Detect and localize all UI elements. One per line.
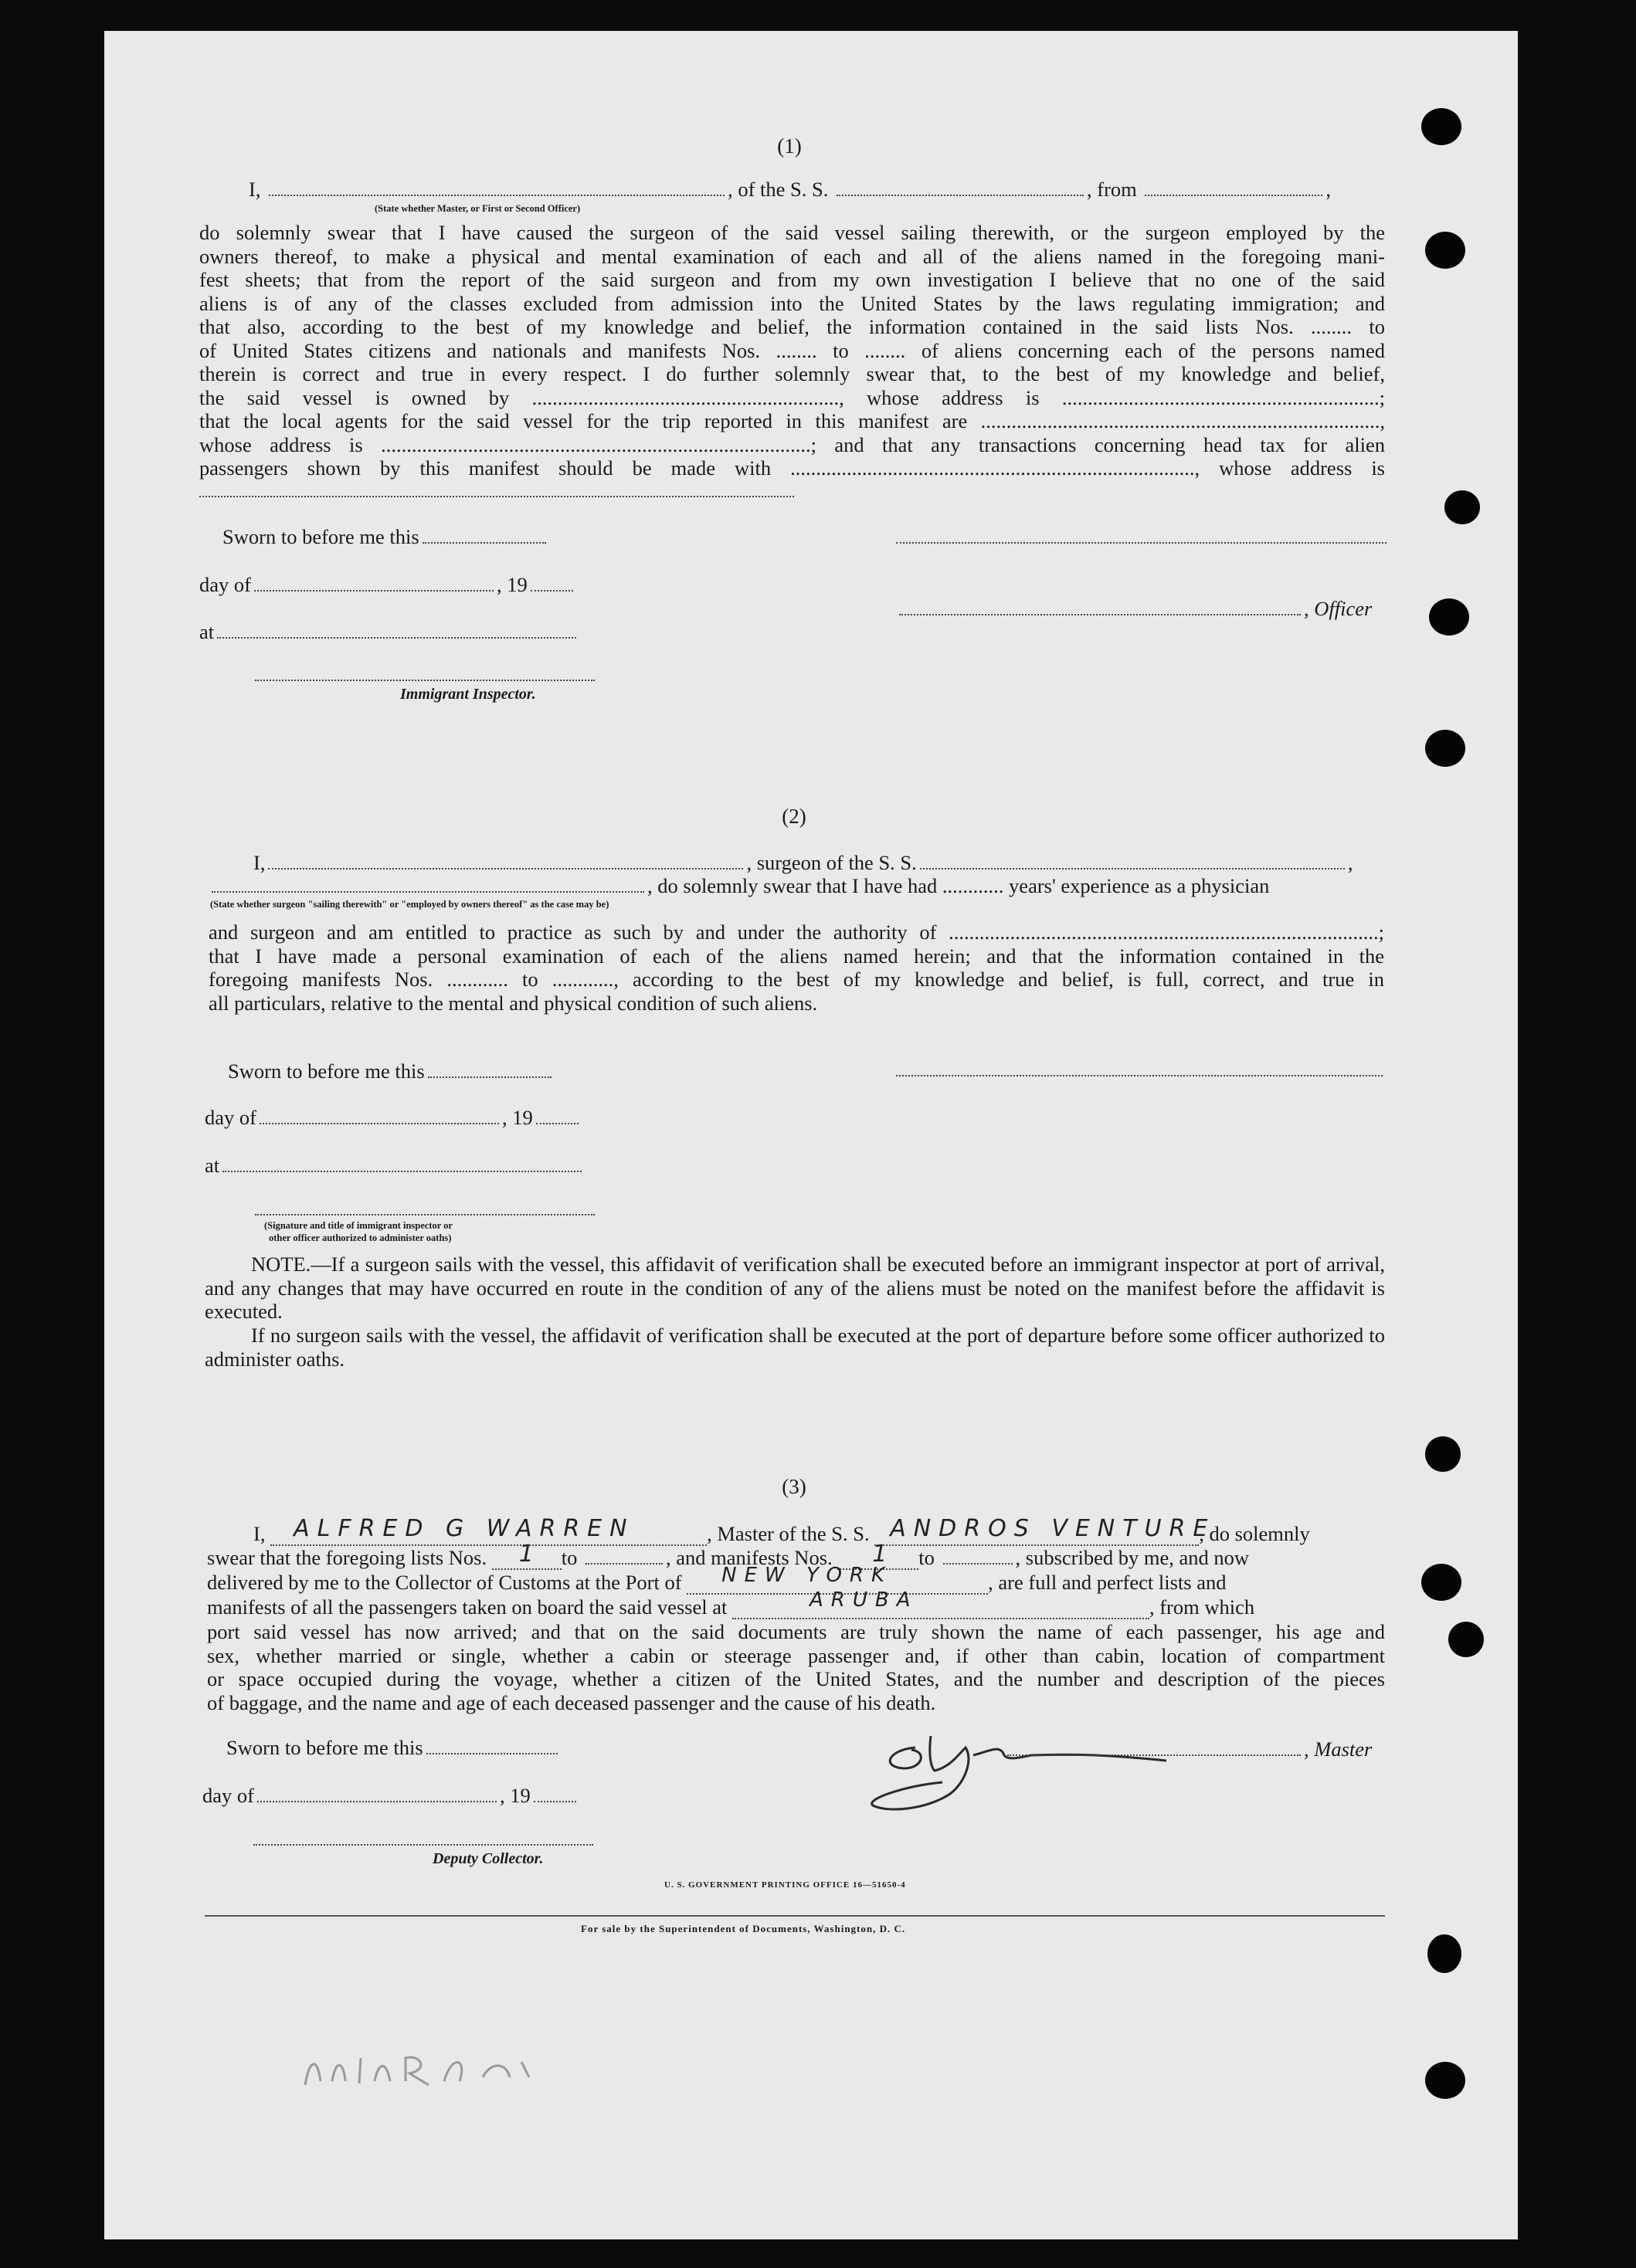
text: , Master xyxy=(1304,1737,1373,1761)
manifest-number-handwritten: 1 xyxy=(872,1541,895,1568)
sworn-line-1 xyxy=(222,525,549,549)
section-1-number: (1) xyxy=(777,134,802,158)
section-2-line: all particulars, relative to the mental and physical condition of such aliens. xyxy=(209,991,818,1015)
section-1-line: passengers shown by this manifest should be made with ..............................................................................., whose address is xyxy=(199,456,1385,480)
section-2-number: (2) xyxy=(782,805,806,828)
text: , subscribed by me, and now xyxy=(1015,1546,1250,1569)
for-sale-label: For sale by the Superintendent of Documents, Washington, D. C. xyxy=(581,1923,906,1934)
surgeon-note: (State whether surgeon "sailing therewith" or "employed by owners thereof" as the case may be) xyxy=(210,899,609,910)
punch-hole xyxy=(1425,232,1465,269)
text: Sworn to before me this xyxy=(228,1059,425,1083)
signature-note-2: other officer authorized to administer oaths) xyxy=(269,1232,452,1243)
section-3-number: (3) xyxy=(782,1475,806,1498)
surgeon-note-paragraph xyxy=(205,1253,1385,1324)
section-1-line: the said vessel is owned by ............................................................, whose address is ..............................................................; xyxy=(199,385,1385,409)
punch-hole xyxy=(1425,1436,1461,1472)
section-2-body xyxy=(209,920,1384,1015)
punch-hole xyxy=(1425,730,1465,767)
text: , from which xyxy=(1149,1595,1255,1619)
text: NOTE.—If a surgeon sails with the vessel, this affidavit of verification shall be executed before an immigrant inspector at port of arrival, and any changes that may have occurred en route in the condition of any of the aliens must be noted on the manifest before the affidavit is executed. xyxy=(205,1253,1385,1323)
text: day of xyxy=(202,1784,254,1807)
punch-hole xyxy=(1421,108,1461,145)
section-1-line: aliens is of any of the classes excluded from admission into the United States by the laws regulating immigration; and xyxy=(199,291,1385,315)
punch-hole xyxy=(1429,598,1469,636)
sworn-line-2 xyxy=(228,1059,555,1083)
section-1-body xyxy=(199,221,1385,480)
section-1-line: do solemnly swear that I have caused the surgeon of the said vessel sailing therewith, or the surgeon employed by the xyxy=(199,221,1385,244)
punch-hole xyxy=(1427,1934,1461,1973)
section-2-line: that I have made a personal examination of each of the aliens named herein; and that the information contained in the xyxy=(209,944,1384,968)
section-3-line: of baggage, and the name and age of each deceased passenger and the cause of his death. xyxy=(207,1690,936,1714)
text: , are full and perfect lists and xyxy=(988,1571,1227,1594)
punch-hole xyxy=(1448,1622,1484,1657)
section-1-line: whose address is ....................................................................................; and that any transactions concerning head tax for alien xyxy=(199,432,1385,456)
text: , 19 xyxy=(499,1784,531,1807)
text: to xyxy=(918,1546,935,1569)
section-1-line: of United States citizens and nationals and manifests Nos. ........ to ........ of aliens concerning each of the persons named xyxy=(199,338,1385,362)
section-2-line-2 xyxy=(209,874,1269,898)
section-1-line: that also, according to the best of my knowledge and belief, the information contained in the said lists Nos. ........ to xyxy=(199,315,1385,338)
section-3-line: or space occupied during the voyage, whether a citizen of the United States, and the number and description of the pieces xyxy=(207,1667,1385,1690)
text: , do solemnly swear that I have had ............ years' experience as a physician xyxy=(647,874,1270,897)
officer-line xyxy=(896,597,1372,621)
section-3-body xyxy=(207,1620,1385,1715)
text: Sworn to before me this xyxy=(222,525,419,548)
day-of-line-3 xyxy=(202,1784,579,1808)
section-2-line-1: I, , surgeon of the S. S. , xyxy=(253,851,1353,874)
text: Sworn to before me this xyxy=(226,1736,423,1759)
surgeon-signature-line xyxy=(896,1075,1383,1076)
section-3-line-4 xyxy=(207,1588,1255,1619)
text: , and manifests Nos. xyxy=(665,1546,833,1569)
section-3-line-1 xyxy=(253,1515,1310,1546)
text: at xyxy=(199,620,215,643)
inspector-signature-line xyxy=(255,680,595,681)
inspector-signature-line-2 xyxy=(255,1214,595,1215)
officer-note: (State whether Master, or First or Second Officer) xyxy=(375,203,581,214)
officer-signature-line xyxy=(896,542,1387,544)
section-2-line: and surgeon and am entitled to practice as such by and under the authority of ....................................................................................; xyxy=(209,920,1384,944)
at-line-1 xyxy=(199,620,579,644)
signature-note-1: (Signature and title of immigrant inspector or xyxy=(264,1220,453,1231)
punch-hole xyxy=(1425,2062,1465,2099)
blank-line xyxy=(199,496,794,497)
punch-hole xyxy=(1444,490,1480,524)
master-line xyxy=(1004,1737,1372,1761)
text: , 19 xyxy=(496,573,528,596)
day-of-line-2 xyxy=(205,1106,582,1130)
section-1-line: therein is correct and true in every respect. I do further solemnly swear that, to the best of my knowledge and belief, xyxy=(199,362,1385,385)
printing-office-label: U. S. GOVERNMENT PRINTING OFFICE 16—51650-4 xyxy=(664,1880,906,1890)
bleed-through-shadow xyxy=(255,97,718,189)
master-signature xyxy=(857,1713,1305,1821)
text: , Master of the S. S. xyxy=(707,1522,870,1545)
section-1-line: fest sheets; that from the report of the said surgeon and from my own investigation I believe that no one of the said xyxy=(199,268,1385,291)
at-line-2 xyxy=(205,1154,585,1178)
text: I, xyxy=(249,178,261,201)
section-1-line: owners thereof, to make a physical and mental examination of each and all of the aliens named in the foregoing mani- xyxy=(199,244,1385,268)
section-2-line: foregoing manifests Nos. ............ to ............, according to the best of my knowledge and belief, is full, correct, and true in xyxy=(209,968,1384,991)
port-handwritten: NEW YORK xyxy=(721,1564,893,1587)
master-name-handwritten: ALFRED G WARREN xyxy=(294,1515,635,1542)
punch-hole xyxy=(1421,1564,1461,1601)
departure-port-handwritten: ARUBA xyxy=(809,1588,918,1612)
text: to xyxy=(561,1546,578,1569)
text: I, xyxy=(253,1522,266,1545)
text: , surgeon of the S. S. xyxy=(746,851,917,874)
text: , do solemnly xyxy=(1199,1522,1310,1545)
text: day of xyxy=(199,573,251,596)
collector-signature-line xyxy=(253,1844,593,1846)
text: , 19 xyxy=(501,1106,533,1129)
text: manifests of all the passengers taken on board the said vessel at xyxy=(207,1595,728,1619)
text: , Officer xyxy=(1304,597,1373,620)
text: If no surgeon sails with the vessel, the affidavit of verification shall be executed at the port of departure before some officer authorized to administer oaths. xyxy=(205,1324,1385,1371)
text: day of xyxy=(205,1106,256,1129)
surgeon-note-paragraph-2 xyxy=(205,1324,1385,1371)
section-1-line: that the local agents for the said vessel for the trip reported in this manifest are .............................................................................., xyxy=(199,409,1385,432)
faint-scribble xyxy=(297,2039,622,2100)
day-of-line-1 xyxy=(199,573,576,597)
section-3-line-3 xyxy=(207,1564,1227,1595)
section-3-line: port said vessel has now arrived; and that on the said documents are truly shown the name of each passenger, his age and xyxy=(207,1620,1385,1643)
list-number-handwritten: 1 xyxy=(518,1541,541,1568)
text: at xyxy=(205,1154,220,1177)
section-3-line: sex, whether married or single, whether a cabin or steerage passenger and, if other than cabin, location of compartment xyxy=(207,1643,1385,1667)
text: , from xyxy=(1087,178,1137,201)
vessel-name-handwritten: ANDROS VENTURE xyxy=(890,1515,1216,1542)
text: delivered by me to the Collector of Customs at the Port of xyxy=(207,1571,682,1594)
sworn-line-3 xyxy=(226,1736,561,1760)
text: , of the S. S. xyxy=(728,178,829,201)
immigrant-inspector-label: Immigrant Inspector. xyxy=(400,686,536,703)
section-1-line-1: I, , of the S. S. , from , xyxy=(249,178,1332,201)
text: I, xyxy=(253,851,266,874)
deputy-collector-label: Deputy Collector. xyxy=(433,1850,544,1867)
footer-rule xyxy=(205,1915,1385,1917)
text: swear that the foregoing lists Nos. xyxy=(207,1546,487,1569)
